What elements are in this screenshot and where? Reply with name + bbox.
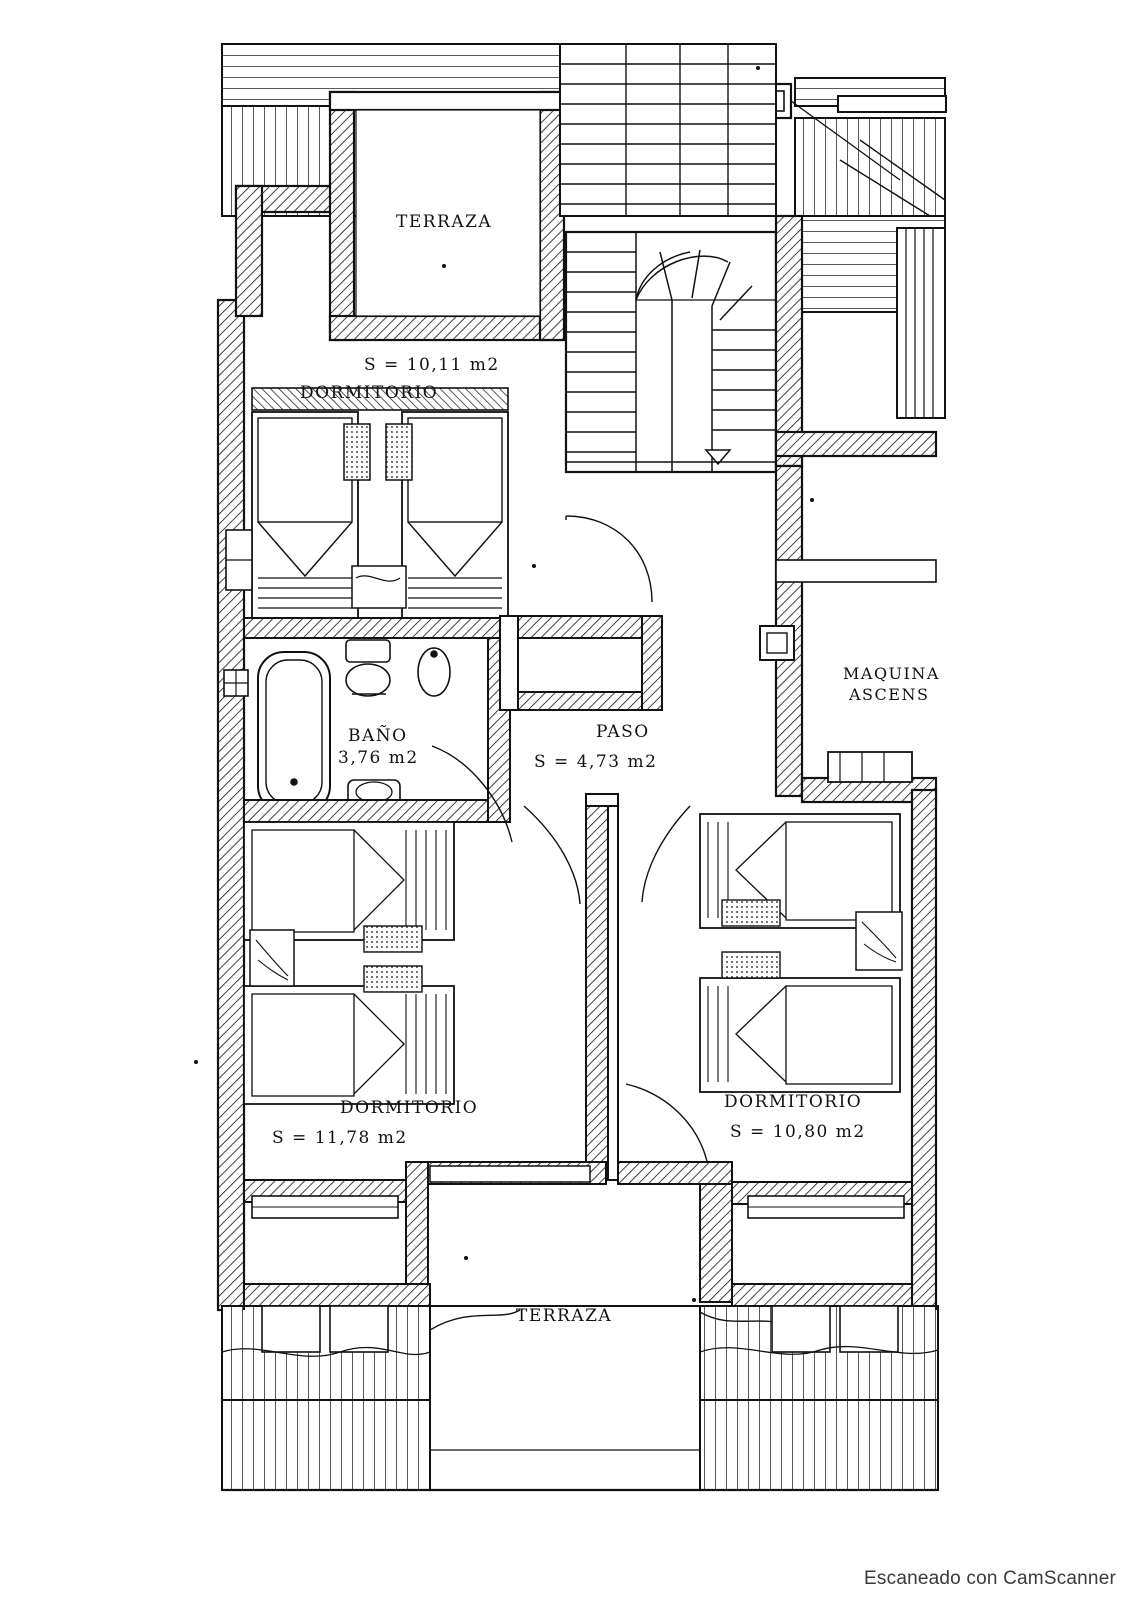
label-terraza-top-area: S = 10,11 m2 <box>364 355 500 375</box>
label-dormitorio-right-area: S = 10,80 m2 <box>730 1122 866 1142</box>
label-dormitorio-right: DORMITORIO <box>724 1092 863 1112</box>
bedroom-left-furniture <box>244 822 454 1104</box>
label-ascens: ASCENS <box>849 685 930 704</box>
label-terraza-top: TERRAZA <box>396 212 493 232</box>
label-dormitorio-left-area: S = 11,78 m2 <box>272 1128 408 1148</box>
bedroom-right-furniture <box>700 814 902 1092</box>
label-bano-area: 3,76 m2 <box>338 748 419 768</box>
paso-walls <box>500 616 662 710</box>
bottom-walls <box>244 1162 912 1306</box>
label-dormitorio-top: DORMITORIO <box>300 383 439 403</box>
label-paso: PASO <box>596 722 650 742</box>
staircase <box>566 232 776 472</box>
bedroom-top-furniture <box>226 388 508 618</box>
roof-hatch-top-right <box>795 78 946 418</box>
terrace-bottom <box>222 1306 938 1490</box>
corridor-walls <box>586 794 618 1180</box>
camscanner-watermark: Escaneado con CamScanner <box>864 1568 1116 1589</box>
upper-stairs <box>560 44 776 216</box>
label-maquina: MAQUINA <box>843 664 940 683</box>
label-paso-area: S = 4,73 m2 <box>534 752 658 772</box>
label-terraza-bottom: TERRAZA <box>516 1306 613 1326</box>
label-bano: BAÑO <box>348 726 408 746</box>
label-dormitorio-left: DORMITORIO <box>340 1098 479 1118</box>
